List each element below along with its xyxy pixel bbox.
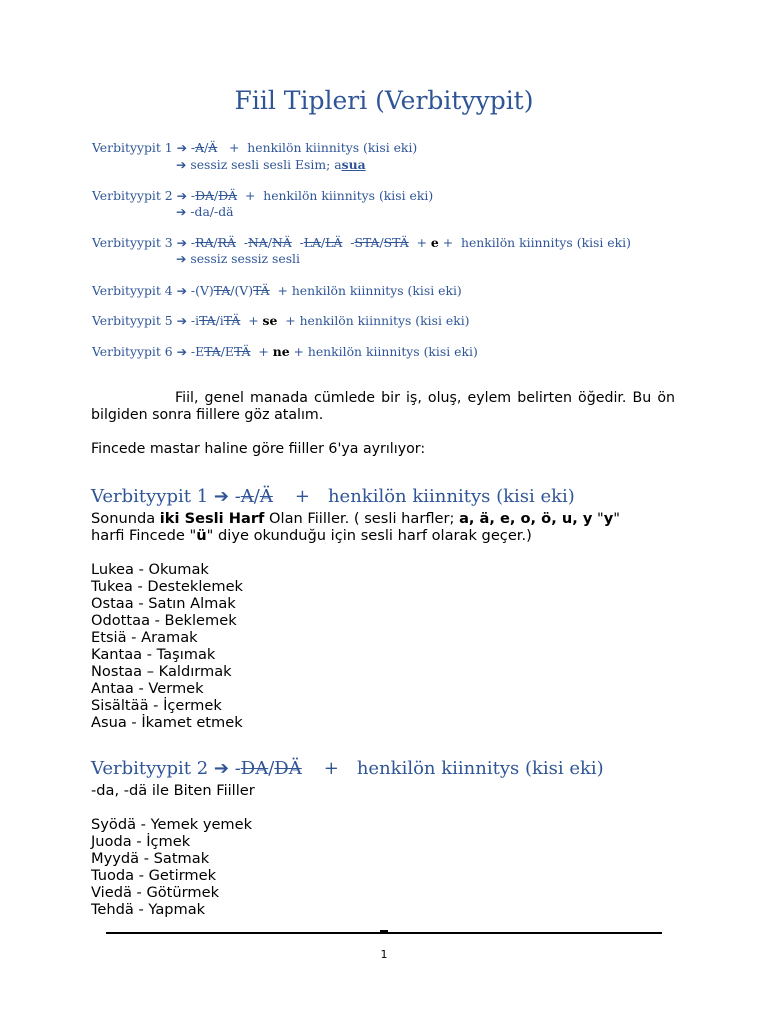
text: + henkilön kiinnitys (kisi eki) bbox=[438, 235, 631, 250]
bold-suffix: se bbox=[262, 313, 278, 328]
arrow-right-icon: ➔ bbox=[176, 235, 187, 250]
section1-verb-list bbox=[91, 561, 243, 731]
text: + bbox=[250, 344, 273, 359]
bold-text: ü bbox=[196, 527, 207, 544]
summary-v3-line2 bbox=[176, 251, 300, 266]
text: / bbox=[214, 188, 219, 203]
intro-types-count: Fincede mastar haline göre fiiller 6'ya ayrılıyor: bbox=[91, 441, 426, 457]
suffix-strike: TÄ bbox=[233, 344, 251, 359]
list-item: Nostaa – Kaldırmak bbox=[91, 663, 232, 680]
suffix-strike: LÄ bbox=[325, 235, 343, 250]
arrow-right-icon: ➔ bbox=[176, 204, 187, 219]
text: - bbox=[342, 235, 355, 250]
text: /(V) bbox=[230, 283, 254, 298]
section1-description-line2 bbox=[91, 527, 532, 544]
suffix-strike: LA bbox=[303, 235, 321, 250]
arrow-right-icon: ➔ bbox=[213, 486, 229, 507]
text: -(V) bbox=[186, 283, 214, 298]
text: henkilön kiinnitys (kisi eki) bbox=[356, 758, 604, 779]
text: -i bbox=[186, 313, 200, 328]
page-number: 1 bbox=[380, 948, 388, 961]
text: / bbox=[268, 758, 275, 779]
plus-sign: + bbox=[294, 486, 310, 507]
suffix-strike: TA bbox=[199, 313, 216, 328]
text: + henkilön kiinnitys (kisi eki) bbox=[269, 283, 462, 298]
text: + henkilön kiinnitys (kisi eki) bbox=[237, 188, 434, 203]
section1-heading bbox=[91, 486, 575, 507]
footer-divider-mark bbox=[380, 930, 388, 933]
arrow-right-icon: ➔ bbox=[176, 157, 187, 172]
suffix-strike: Ä bbox=[208, 140, 218, 155]
suffix-strike: A bbox=[195, 140, 205, 155]
text: / bbox=[379, 235, 384, 250]
suffix-strike: RA bbox=[195, 235, 214, 250]
list-item: Syödä - Yemek yemek bbox=[91, 816, 253, 833]
bold-suffix: ne bbox=[272, 344, 290, 359]
text: /i bbox=[215, 313, 224, 328]
list-item: Tuoda - Getirmek bbox=[91, 867, 217, 884]
text: - bbox=[235, 235, 248, 250]
list-item: Ostaa - Satın Almak bbox=[91, 595, 236, 612]
list-item: Tehdä - Yapmak bbox=[91, 901, 206, 918]
section1-description-line1 bbox=[91, 510, 620, 527]
text: Sonunda bbox=[91, 510, 160, 527]
summary-v1-line2 bbox=[176, 157, 366, 172]
text: Olan Fiiller. ( sesli harfler; bbox=[264, 510, 460, 527]
text: + henkilön kiinnitys (kisi eki) bbox=[217, 140, 418, 155]
text: / bbox=[204, 140, 209, 155]
list-item: Lukea - Okumak bbox=[91, 561, 209, 578]
list-item: Juoda - İçmek bbox=[91, 833, 191, 850]
text: + henkilön kiinnitys (kisi eki) bbox=[277, 313, 470, 328]
page-title: Fiil Tipleri (Verbityypit) bbox=[234, 86, 534, 115]
text: / bbox=[267, 235, 272, 250]
section2-verb-list bbox=[91, 816, 252, 918]
suffix-strike: TA bbox=[204, 344, 221, 359]
section2-description: -da, -dä ile Biten Fiiller bbox=[91, 782, 255, 799]
text: / bbox=[253, 486, 260, 507]
arrow-right-icon: ➔ bbox=[176, 283, 187, 298]
suffix-strike: RÄ bbox=[217, 235, 236, 250]
suffix-strike: DÄ bbox=[218, 188, 238, 203]
text: - bbox=[228, 758, 241, 779]
text: " bbox=[613, 510, 620, 527]
suffix-strike: TÄ bbox=[223, 313, 241, 328]
summary-v1-line1 bbox=[92, 140, 417, 155]
suffix-strike: TA bbox=[213, 283, 231, 298]
bold-text: y bbox=[603, 510, 614, 527]
summary-v4-line bbox=[92, 283, 462, 298]
text: - bbox=[186, 140, 196, 155]
text: -E bbox=[186, 344, 205, 359]
text: sessiz sessiz sesli bbox=[186, 251, 300, 266]
text: " bbox=[592, 510, 604, 527]
section2-heading bbox=[91, 758, 604, 779]
example-word: sua bbox=[341, 157, 366, 172]
intro-paragraph: Fiil, genel manada cümlede bir iş, oluş, eylem belirten öğedir. Bu ön bilgiden sonra fiillere göz atalım. bbox=[91, 390, 675, 423]
text: + bbox=[408, 235, 431, 250]
text: - bbox=[228, 486, 241, 507]
suffix-strike: STÄ bbox=[383, 235, 409, 250]
summary-v6-line bbox=[92, 344, 478, 359]
list-item: Etsiä - Aramak bbox=[91, 629, 198, 646]
text: - bbox=[291, 235, 304, 250]
suffix-strike: DA bbox=[240, 758, 269, 779]
summary-v1-label: Verbityypit 1 bbox=[92, 140, 173, 155]
summary-v4-label: Verbityypit 4 bbox=[92, 283, 173, 298]
suffix-strike: STA bbox=[354, 235, 380, 250]
summary-v6-label: Verbityypit 6 bbox=[92, 344, 173, 359]
summary-v3-line1 bbox=[92, 235, 631, 250]
vowel-list: a, ä, e, o, ö, u, y bbox=[459, 510, 593, 527]
suffix-strike: NÄ bbox=[271, 235, 292, 250]
section-label: Verbityypit 1 bbox=[91, 486, 209, 507]
list-item: Kantaa - Taşımak bbox=[91, 646, 216, 663]
arrow-right-icon: ➔ bbox=[213, 758, 229, 779]
summary-v2-label: Verbityypit 2 bbox=[92, 188, 173, 203]
list-item: Sisältää - İçermek bbox=[91, 697, 222, 714]
text: henkilön kiinnitys (kisi eki) bbox=[327, 486, 575, 507]
text: / bbox=[213, 235, 218, 250]
list-item: Odottaa - Beklemek bbox=[91, 612, 237, 629]
text: + henkilön kiinnitys (kisi eki) bbox=[289, 344, 478, 359]
text: /E bbox=[220, 344, 234, 359]
text: - bbox=[186, 235, 196, 250]
arrow-right-icon: ➔ bbox=[176, 313, 187, 328]
suffix-strike: Ä bbox=[259, 486, 273, 507]
summary-v5-label: Verbityypit 5 bbox=[92, 313, 173, 328]
text: -da/-dä bbox=[186, 204, 234, 219]
arrow-right-icon: ➔ bbox=[176, 140, 187, 155]
suffix-strike: TÄ bbox=[253, 283, 270, 298]
arrow-right-icon: ➔ bbox=[176, 188, 187, 203]
list-item: Viedä - Götürmek bbox=[91, 884, 220, 901]
arrow-right-icon: ➔ bbox=[176, 344, 187, 359]
text: harfi Fincede " bbox=[91, 527, 197, 544]
summary-v2-line1 bbox=[92, 188, 433, 203]
text: + bbox=[240, 313, 263, 328]
text: / bbox=[321, 235, 326, 250]
suffix-strike: DA bbox=[195, 188, 215, 203]
section-label: Verbityypit 2 bbox=[91, 758, 209, 779]
summary-v2-line2 bbox=[176, 204, 234, 219]
summary-v5-line bbox=[92, 313, 470, 328]
suffix-strike: DÄ bbox=[274, 758, 302, 779]
list-item: Myydä - Satmak bbox=[91, 850, 210, 867]
bold-suffix: e bbox=[430, 235, 439, 250]
list-item: Asua - İkamet etmek bbox=[91, 714, 243, 731]
text: sessiz sesli sesli Esim; a bbox=[186, 157, 342, 172]
summary-v3-label: Verbityypit 3 bbox=[92, 235, 173, 250]
suffix-strike: A bbox=[240, 486, 254, 507]
list-item: Tukea - Desteklemek bbox=[91, 578, 243, 595]
suffix-strike: NA bbox=[247, 235, 268, 250]
text: - bbox=[186, 188, 196, 203]
plus-sign: + bbox=[323, 758, 339, 779]
arrow-right-icon: ➔ bbox=[176, 251, 187, 266]
list-item: Antaa - Vermek bbox=[91, 680, 204, 697]
bold-text: iki Sesli Harf bbox=[159, 510, 265, 527]
text: " diye okunduğu için sesli harf olarak geçer.) bbox=[206, 527, 532, 544]
